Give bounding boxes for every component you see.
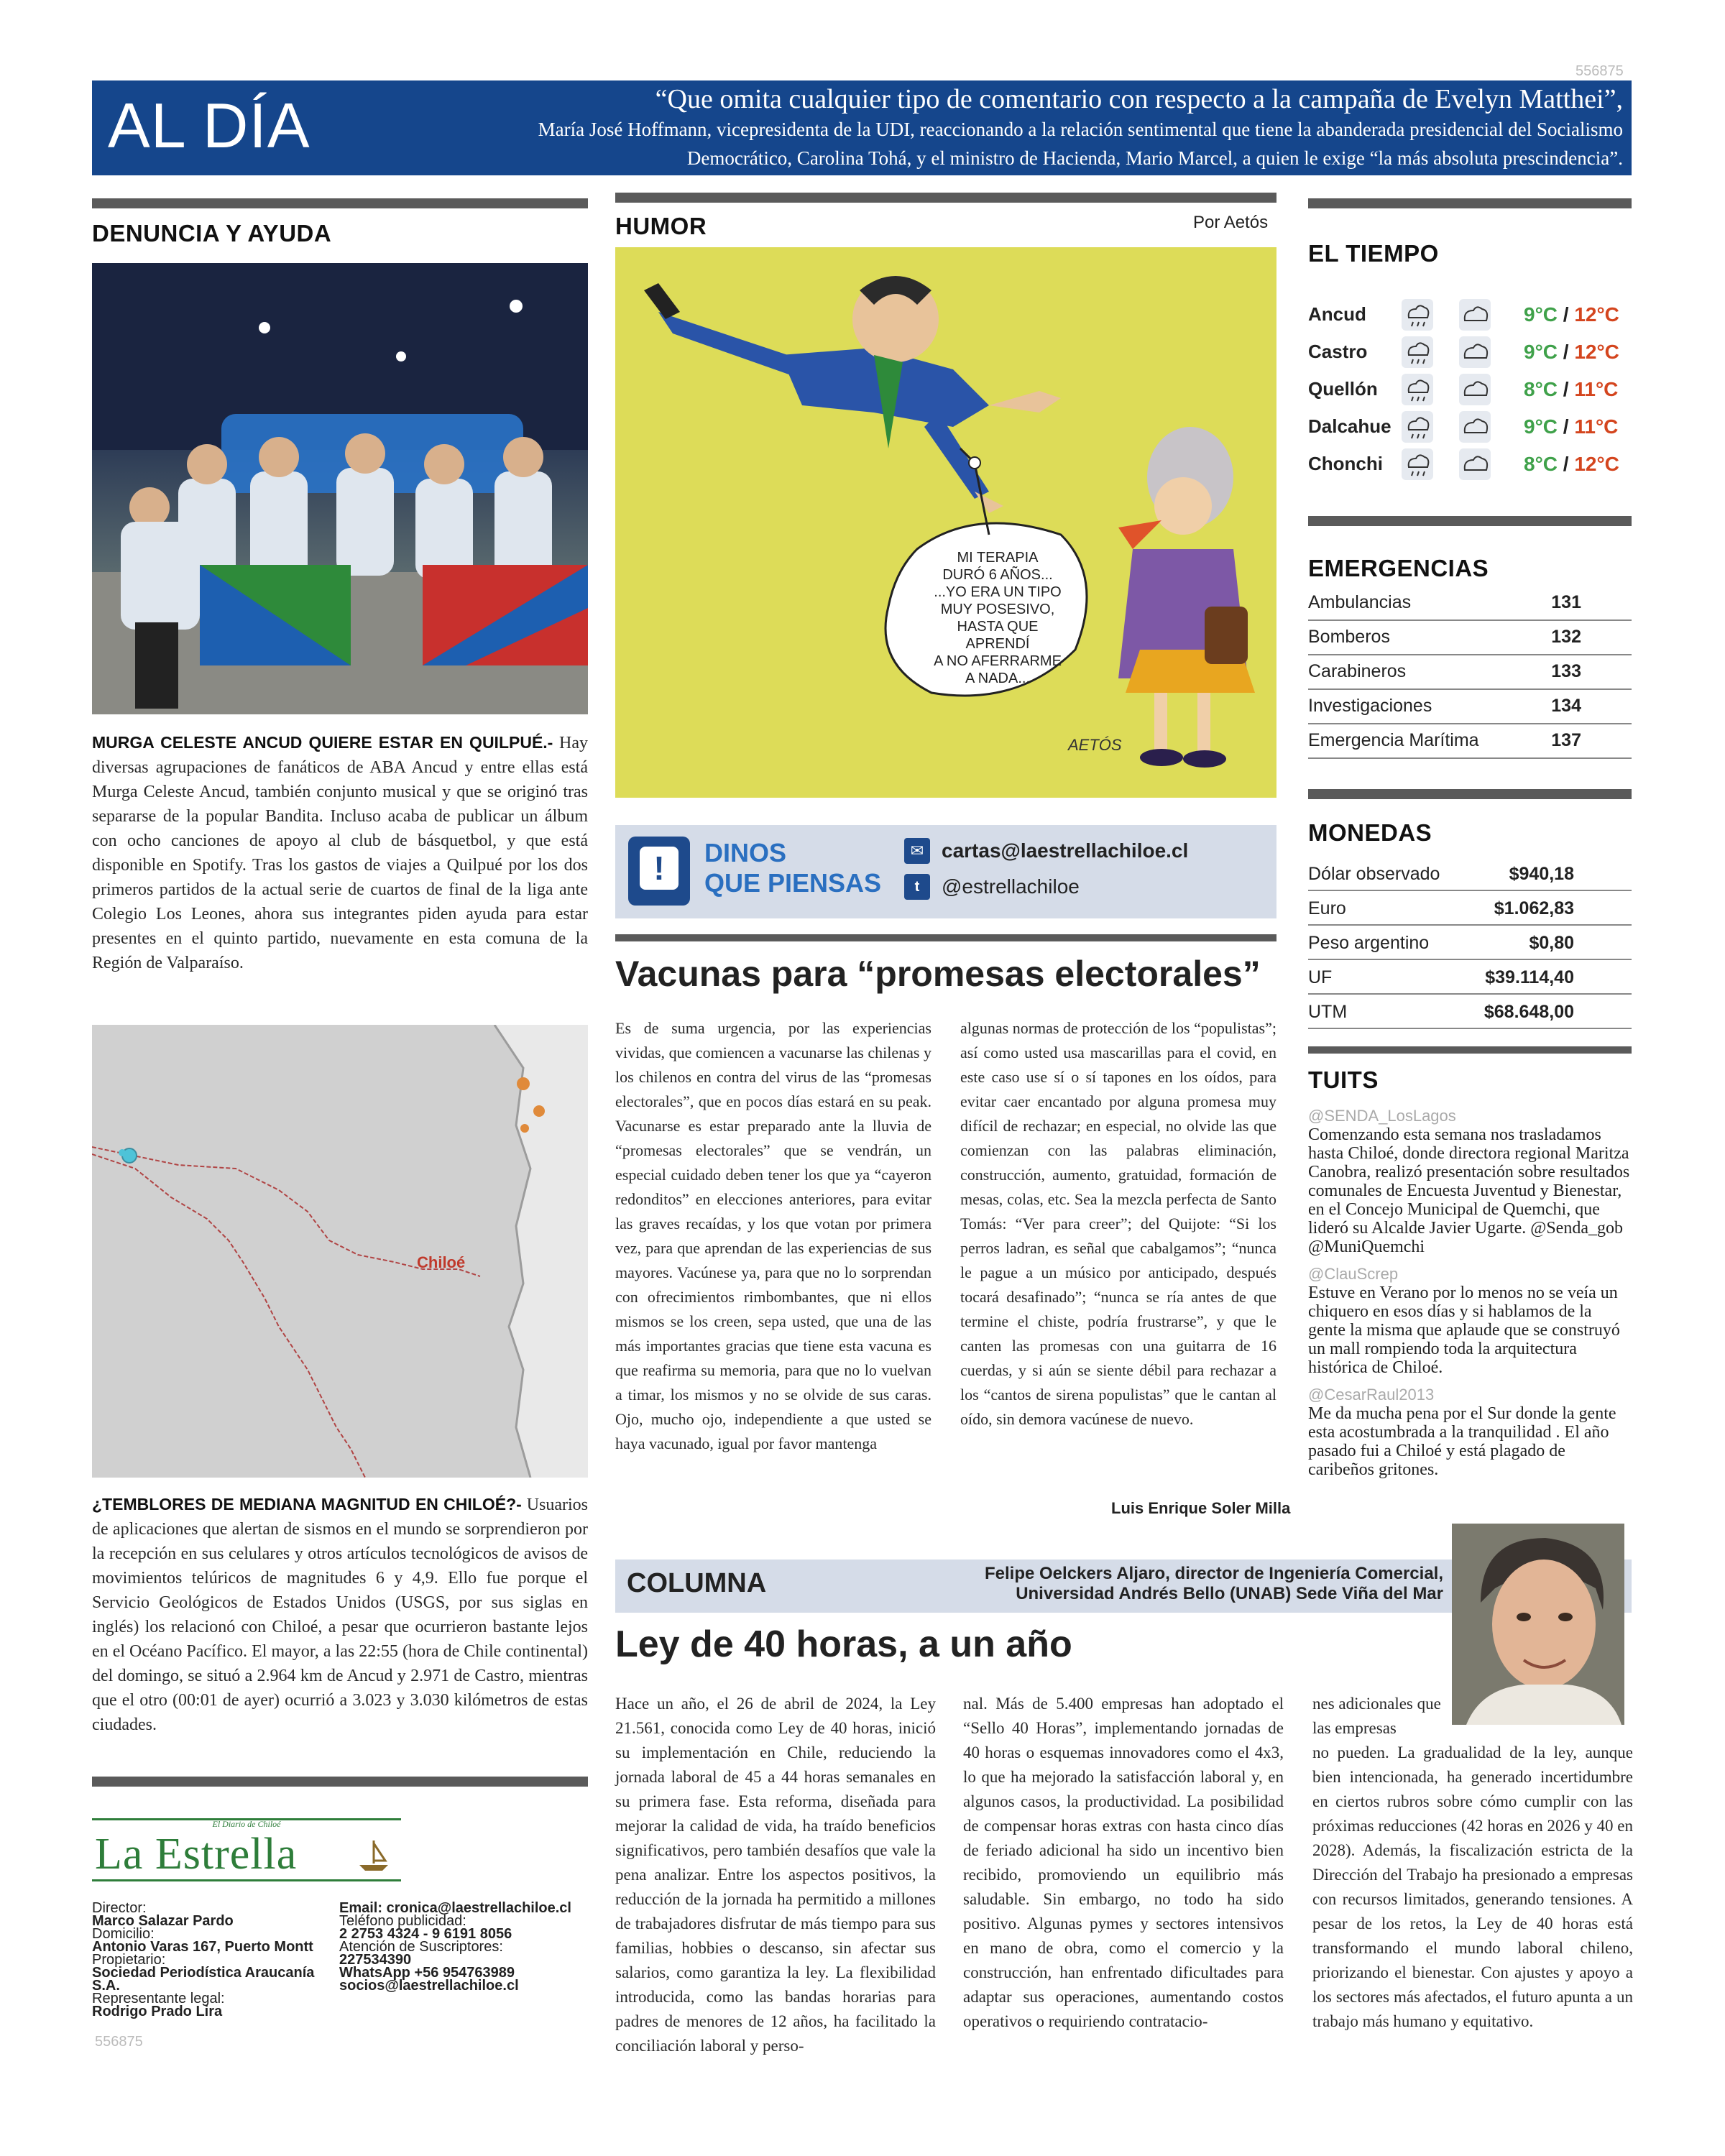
tel-label: Teléfono publicidad: bbox=[339, 1913, 466, 1929]
section-rule bbox=[1308, 198, 1632, 208]
temp-min: 9°C bbox=[1524, 303, 1558, 326]
temp-max: 12°C bbox=[1574, 341, 1619, 363]
temp-sep: / bbox=[1558, 341, 1575, 363]
columna-col1: Hace un año, el 26 de abril de 2024, la Ley 21.561, conocida como Ley de 40 horas, inició su implementación en Chile, reduciendo la jornada laboral de 45 a 44 horas semanales en su primera fase. Esta reforma, diseñada para mejorar la calidad de vida, ha traído beneficios significativos, pero también desafíos que vale la pena analizar. Entre los aspectos positivos, la reducción de la jornada ha permitido a millones de trabajadores disfrutar de más tiempo para sus familias, hobbies o descanso, sin afectar sus salarios, como garantiza la ley. La flexibilidad introducida, como las bandas horarias para padres de menores de 12 años, ha facilitado la conciliación laboral y perso- bbox=[615, 1695, 936, 2055]
section-rule bbox=[92, 1777, 588, 1787]
weather-city: Ancud bbox=[1308, 303, 1366, 325]
emergency-number: 131 bbox=[1551, 592, 1581, 612]
murga-photo bbox=[92, 263, 588, 714]
section-title-denuncia: DENUNCIA Y AYUDA bbox=[92, 220, 332, 247]
currency-name: UF bbox=[1308, 967, 1333, 987]
temp-sep: / bbox=[1558, 378, 1575, 400]
story-murga bbox=[92, 730, 588, 975]
cloud-rain-icon bbox=[1402, 374, 1433, 405]
section-title-columna: COLUMNA bbox=[627, 1568, 767, 1598]
weather-temp bbox=[1524, 378, 1618, 401]
story-temblores-body: Usuarios de aplicaciones que alertan de sismos en el mundo se sorprendieron por la recepción en sus celulares y otros artículos tecnológicos de avisos de movimientos telúricos de magnitudes 6 y 4,9. Ello fue porque el Servicio Geológicos de Estados Unidos (USGS, por sus siglas en inglés) los relacionó con Chiloé, a pesar que ocurrieron bastante lejos en el Océano Pacífico. El mayor, a las 22:55 (hora de Chile continental) del domingo, se situó a 2.964 km de Ancud y 2.971 de Castro, mientras que el otro (00:01 de ayer) ocurrió a 3.023 y 3.030 kilómetros de estas ciudades. bbox=[92, 1496, 589, 1734]
currency-value: $0,80 bbox=[1529, 933, 1574, 953]
contact-title-line1: DINOS bbox=[704, 838, 787, 867]
domicilio-label: Domicilio: bbox=[92, 1926, 155, 1942]
columna-col3-b: no pueden. La gradualidad de la ley, aunque bien intencionada, ha generado incertidumbre en ciertos rubros sobre cómo cumplir con las próximas reducciones (42 horas en 2026 y 40 en 2028). Además, la fiscalización estricta de la Dirección del Trabajo ha presionado a empresas con recursos limitados, generando tensiones. A pesar de los retos, la Ley de 40 horas está transformando el mundo laboral chileno, priorizando el bienestar. Con ajustes y apoyo a los sectores más afectados, el futuro apunta a un trabajo más humano y equitativo. bbox=[1312, 1743, 1633, 2030]
header-title: AL DÍA bbox=[108, 90, 310, 161]
weather-temp bbox=[1524, 341, 1619, 364]
editorial-col1: Es de suma urgencia, por las experiencias vividas, que comiencen a vacunarse las chilenas y los chilenos en contra del virus de las “promesas electorales”, que en pocos días estará en su peak. Vacunarse es estar preparado ante la lluvia de “promesas electorales” que se vendrán, un especial cuidado deben tener los que ya “cayeron redonditos” en elecciones anteriores, para evitar las graves recaídas, y los que votan por primera vez, para que aprendan de las experiencias de sus mayores. Vacúnese ya, para que no lo sorprendan con ofrecimientos rimbombantes, que ni ellos mismos se los creen, sepa usted, que una de las más importantes gracias que tiene esta vacuna es que reafirma su memoria, para que no lo vuelvan a timar, los mismos y no se olvide de sus caras. Ojo, mucho ojo, independiente a que usted se haya vacunado, igual por favor mantenga bbox=[615, 1019, 932, 1452]
page-id: 556875 bbox=[1576, 63, 1624, 79]
columna-title: Ley de 40 horas, a un año bbox=[615, 1623, 1072, 1665]
story-murga-title: MURGA CELESTE ANCUD QUIERE ESTAR EN QUILPUÉ.- bbox=[92, 733, 553, 752]
cartoon-speech bbox=[926, 549, 1070, 687]
cloud-rain-icon bbox=[1402, 299, 1433, 331]
tuit-handle[interactable]: @SENDA_LosLagos bbox=[1308, 1107, 1456, 1125]
weather-temp bbox=[1524, 415, 1618, 438]
cloud-icon bbox=[1459, 299, 1491, 331]
contact-title bbox=[704, 838, 881, 898]
section-title-emergencias: EMERGENCIAS bbox=[1308, 555, 1489, 581]
cloud-rain-icon bbox=[1402, 411, 1433, 443]
emergency-name: Emergencia Marítima bbox=[1308, 730, 1479, 750]
map-label-chiloe: Chiloé bbox=[417, 1253, 466, 1271]
temp-sep: / bbox=[1558, 415, 1575, 438]
currency-row bbox=[1308, 995, 1632, 1029]
temp-sep: / bbox=[1558, 453, 1575, 475]
humor-byline: Por Aetós bbox=[1193, 213, 1269, 232]
mail-icon: ✉ bbox=[904, 838, 930, 864]
header-attribution: María José Hoffmann, vicepresidenta de la UDI, reaccionando a la relación sentimental que tiene la abanderada presidencial del Socialismo Democrático, Carolina Tohá, y el ministro de Hacienda, Mario Marcel, a quien le exige “la más absoluta prescindencia”. bbox=[538, 119, 1623, 169]
currency-row bbox=[1308, 857, 1632, 891]
humor-cartoon bbox=[615, 247, 1276, 798]
weather-temp bbox=[1524, 303, 1619, 326]
emergency-row bbox=[1308, 586, 1632, 621]
story-temblores-title: ¿TEMBLORES DE MEDIANA MAGNITUD EN CHILOÉ?- bbox=[92, 1495, 522, 1514]
propietario-label: Propietario: bbox=[92, 1952, 166, 1968]
contact-twitter[interactable]: @estrellachiloe bbox=[942, 875, 1080, 898]
speech-line: ...YO ERA UN TIPO bbox=[934, 584, 1062, 600]
atencion-value: 227534390 bbox=[339, 1952, 412, 1968]
twitter-icon: t bbox=[904, 874, 930, 900]
speech-line: HASTA QUE APRENDÍ bbox=[957, 619, 1039, 652]
tuits-list bbox=[1308, 1107, 1632, 1479]
currency-name: Dólar observado bbox=[1308, 864, 1440, 884]
domicilio-value: Antonio Varas 167, Puerto Montt bbox=[92, 1939, 313, 1955]
currency-value: $1.062,83 bbox=[1494, 898, 1574, 918]
weather-row bbox=[1308, 298, 1632, 335]
weather-city: Quellón bbox=[1308, 378, 1378, 400]
masthead-email[interactable]: Email: cronica@laestrellachiloe.cl bbox=[339, 1900, 571, 1916]
temp-max: 11°C bbox=[1574, 415, 1619, 438]
story-temblores bbox=[92, 1492, 588, 1737]
cloud-icon bbox=[1459, 336, 1491, 368]
emergency-name: Investigaciones bbox=[1308, 696, 1432, 716]
atencion-label: Atención de Suscriptores: bbox=[339, 1939, 503, 1955]
section-rule bbox=[615, 934, 1276, 941]
contact-box bbox=[615, 825, 1276, 918]
contact-title-line2: QUE PIENSAS bbox=[704, 868, 882, 898]
story-murga-body: Hay diversas agrupaciones de fanáticos de ABA Ancud y entre ellas está Murga Celeste Ancud, también conjunto musical y que se originó tras separarse de la popular Bandita. Incluso acaba de publicar un álbum con ocho canciones de apoyo al club de básquetbol, y que está disponible en Spotify. Tras los gastos de viajes a Quilpué por los dos primeros partidos de la actual serie de cuartos de final de la liga ante Colegio Los Leones, ahora sus integrantes piden ayuda para estar presentes en el quinto partido, nuevamente en esta comuna de la Región de Valparaíso. bbox=[92, 734, 589, 972]
propietario-value: Sociedad Periodística Araucanía S.A. bbox=[92, 1965, 315, 1994]
editorial-title: Vacunas para “promesas electorales” bbox=[615, 954, 1261, 994]
temp-max: 11°C bbox=[1574, 378, 1619, 400]
cloud-icon bbox=[1459, 411, 1491, 443]
header-banner bbox=[92, 80, 1632, 175]
speech-line: A NO AFERRARME bbox=[934, 653, 1062, 669]
columna-author-line2: Universidad Andrés Bello (UNAB) Sede Viña del Mar bbox=[1016, 1584, 1443, 1603]
emergency-number: 134 bbox=[1551, 696, 1581, 716]
boat-icon bbox=[352, 1838, 395, 1874]
emergency-number: 132 bbox=[1551, 627, 1581, 647]
temp-min: 8°C bbox=[1524, 453, 1558, 475]
currency-value: $68.648,00 bbox=[1484, 1002, 1574, 1022]
weather-row bbox=[1308, 335, 1632, 372]
temp-max: 12°C bbox=[1574, 453, 1619, 475]
masthead-credits-left bbox=[92, 1902, 336, 2018]
representante-label: Representante legal: bbox=[92, 1991, 225, 2007]
weather-row bbox=[1308, 410, 1632, 447]
masthead-name: La Estrella bbox=[95, 1830, 298, 1879]
cloud-icon bbox=[1459, 374, 1491, 405]
masthead-kicker: El Diario de Chiloé bbox=[212, 1819, 281, 1829]
currency-name: UTM bbox=[1308, 1002, 1348, 1022]
emergency-number: 137 bbox=[1551, 730, 1581, 750]
tuit-handle[interactable]: @CesarRaul2013 bbox=[1308, 1386, 1435, 1404]
tuit-text: Me da mucha pena por el Sur donde la gente esta acostumbrada a la tranquilidad . El año pasado fui a Chiloé y está plagado de caribeños gritones. bbox=[1308, 1404, 1616, 1479]
seismic-map bbox=[92, 1025, 588, 1478]
section-rule bbox=[1308, 789, 1632, 799]
emergency-name: Carabineros bbox=[1308, 661, 1407, 681]
currency-value: $39.114,40 bbox=[1485, 967, 1574, 987]
speech-line: MUY POSESIVO, bbox=[940, 602, 1055, 617]
cloud-rain-icon bbox=[1402, 336, 1433, 368]
masthead-logo bbox=[92, 1818, 401, 1881]
section-rule bbox=[92, 198, 588, 208]
page-id-bottom: 556875 bbox=[95, 2034, 143, 2050]
currency-row bbox=[1308, 891, 1632, 926]
section-rule bbox=[1308, 1046, 1632, 1054]
temp-sep: / bbox=[1558, 303, 1575, 326]
whatsapp-value: WhatsApp +56 954763989 bbox=[339, 1965, 515, 1981]
tel-value: 2 2753 4324 - 9 6191 8056 bbox=[339, 1926, 512, 1942]
masthead-credits-right bbox=[339, 1902, 598, 1992]
contact-email[interactable]: cartas@laestrellachiloe.cl bbox=[942, 839, 1189, 862]
emergency-name: Bomberos bbox=[1308, 627, 1390, 647]
weather-city: Chonchi bbox=[1308, 453, 1383, 474]
cartoon-signature: AETÓS bbox=[1068, 736, 1122, 754]
weather-city: Castro bbox=[1308, 341, 1368, 362]
author-photo bbox=[1452, 1524, 1624, 1725]
cloud-icon bbox=[1459, 448, 1491, 480]
columna-col2: nal. Más de 5.400 empresas han adoptado el “Sello 40 Horas”, implementando jornadas de 40 horas o esquemas innovadores como el 4x3, lo que ha mejorado la satisfacción laboral y, en algunos casos, la productividad. La posibilidad de compensar horas extras con hasta cinco días de feriado adicional ha sido un incentivo bien recibido, promoviendo un equilibrio más saludable. Sin embargo, no todo ha sido positivo. Algunas pymes y sectores intensivos en mano de obra, como el comercio y la construcción, han enfrentado dificultades para adaptar sus operaciones, aumentando costos operativos o requiriendo contratacio- bbox=[963, 1695, 1284, 2030]
header-quote: “Que omita cualquier tipo de comentario con respecto a la campaña de Evelyn Matthei”, bbox=[655, 84, 1623, 114]
emergency-name: Ambulancias bbox=[1308, 592, 1412, 612]
columna-col3-a: nes adicionales que las empresas bbox=[1312, 1695, 1441, 1737]
speech-line: DURÓ 6 AÑOS... bbox=[942, 567, 1053, 583]
tuit-handle[interactable]: @ClauScrep bbox=[1308, 1265, 1399, 1283]
editorial-col2: algunas normas de protección de los “populistas”; así como usted usa mascarillas para el covid, en este caso use sí o sí tapones en los oídos, para evitar caer encantado por alguna promesa muy difícil de rechazar; en especial, no olvide las que comienzan con las palabras eliminación, construcción, aumento, gratuidad, formación de mesas, colas, etc. Sea la mezcla perfecta de Santo Tomás: “Ver para creer”; del Quijote: “Si los perros ladran, es señal que cabalgamos”; “nunca le pague a un músico por anticipado, después tocará desafinado”; “nunca se ría antes de que termine el chiste, podría frustrarse”, y que le canten las promesas con una guitarra de 16 cuerdas, y si aún se siente débil para rechazar a los “cantos de sirena populistas” que le cantan al oído, sin demora vacúnese de nuevo. bbox=[960, 1019, 1276, 1428]
temp-min: 9°C bbox=[1524, 415, 1558, 438]
section-title-monedas: MONEDAS bbox=[1308, 819, 1432, 846]
exclamation-icon: ! bbox=[628, 837, 690, 906]
weather-row bbox=[1308, 447, 1632, 484]
tuit-text: Estuve en Verano por lo menos no se veía un chiquero en esos días y si hablamos de la gente la misma que aplaude que se construyó un mall rompiendo toda la arquitectura histórica de Chiloé. bbox=[1308, 1284, 1620, 1377]
weather-city: Dalcahue bbox=[1308, 415, 1392, 437]
emergency-row bbox=[1308, 724, 1632, 759]
currency-name: Peso argentino bbox=[1308, 933, 1430, 953]
socios-email[interactable]: socios@laestrellachiloe.cl bbox=[339, 1978, 519, 1994]
speech-line: MI TERAPIA bbox=[957, 550, 1039, 566]
speech-line: A NADA... bbox=[965, 671, 1031, 686]
emergency-row bbox=[1308, 690, 1632, 724]
temp-min: 8°C bbox=[1524, 378, 1558, 400]
cloud-rain-icon bbox=[1402, 448, 1433, 480]
weather-temp bbox=[1524, 453, 1619, 476]
representante-value: Rodrigo Prado Lira bbox=[92, 2004, 223, 2019]
emergency-row bbox=[1308, 621, 1632, 655]
director-name: Marco Salazar Pardo bbox=[92, 1913, 234, 1929]
section-rule bbox=[1308, 516, 1632, 526]
temp-max: 12°C bbox=[1574, 303, 1619, 326]
editorial-author: Luis Enrique Soler Milla bbox=[1111, 1499, 1291, 1517]
columna-author-line1: Felipe Oelckers Aljaro, director de Ingeniería Comercial, bbox=[984, 1564, 1443, 1583]
temp-min: 9°C bbox=[1524, 341, 1558, 363]
section-title-humor: HUMOR bbox=[615, 213, 707, 239]
emergency-row bbox=[1308, 655, 1632, 690]
tuit-text: Comenzando esta semana nos trasladamos hasta Chiloé, donde directora regional Maritza Canobra, realizó presentación sobre resultados comunales de Encuesta Juventud y Bienestar, en el Concejo Municipal de Quemchi, que lideró su Alcalde Javier Ugarte. @Senda_gob @MuniQuemchi bbox=[1308, 1125, 1630, 1256]
weather-row bbox=[1308, 372, 1632, 410]
currency-value: $940,18 bbox=[1509, 864, 1574, 884]
currency-row bbox=[1308, 960, 1632, 995]
currency-name: Euro bbox=[1308, 898, 1346, 918]
currency-row bbox=[1308, 926, 1632, 960]
section-title-tuits: TUITS bbox=[1308, 1067, 1379, 1093]
director-label: Director: bbox=[92, 1900, 147, 1916]
emergency-number: 133 bbox=[1551, 661, 1581, 681]
section-title-tiempo: EL TIEMPO bbox=[1308, 240, 1439, 267]
section-rule bbox=[615, 193, 1276, 203]
columna-author bbox=[848, 1564, 1443, 1604]
